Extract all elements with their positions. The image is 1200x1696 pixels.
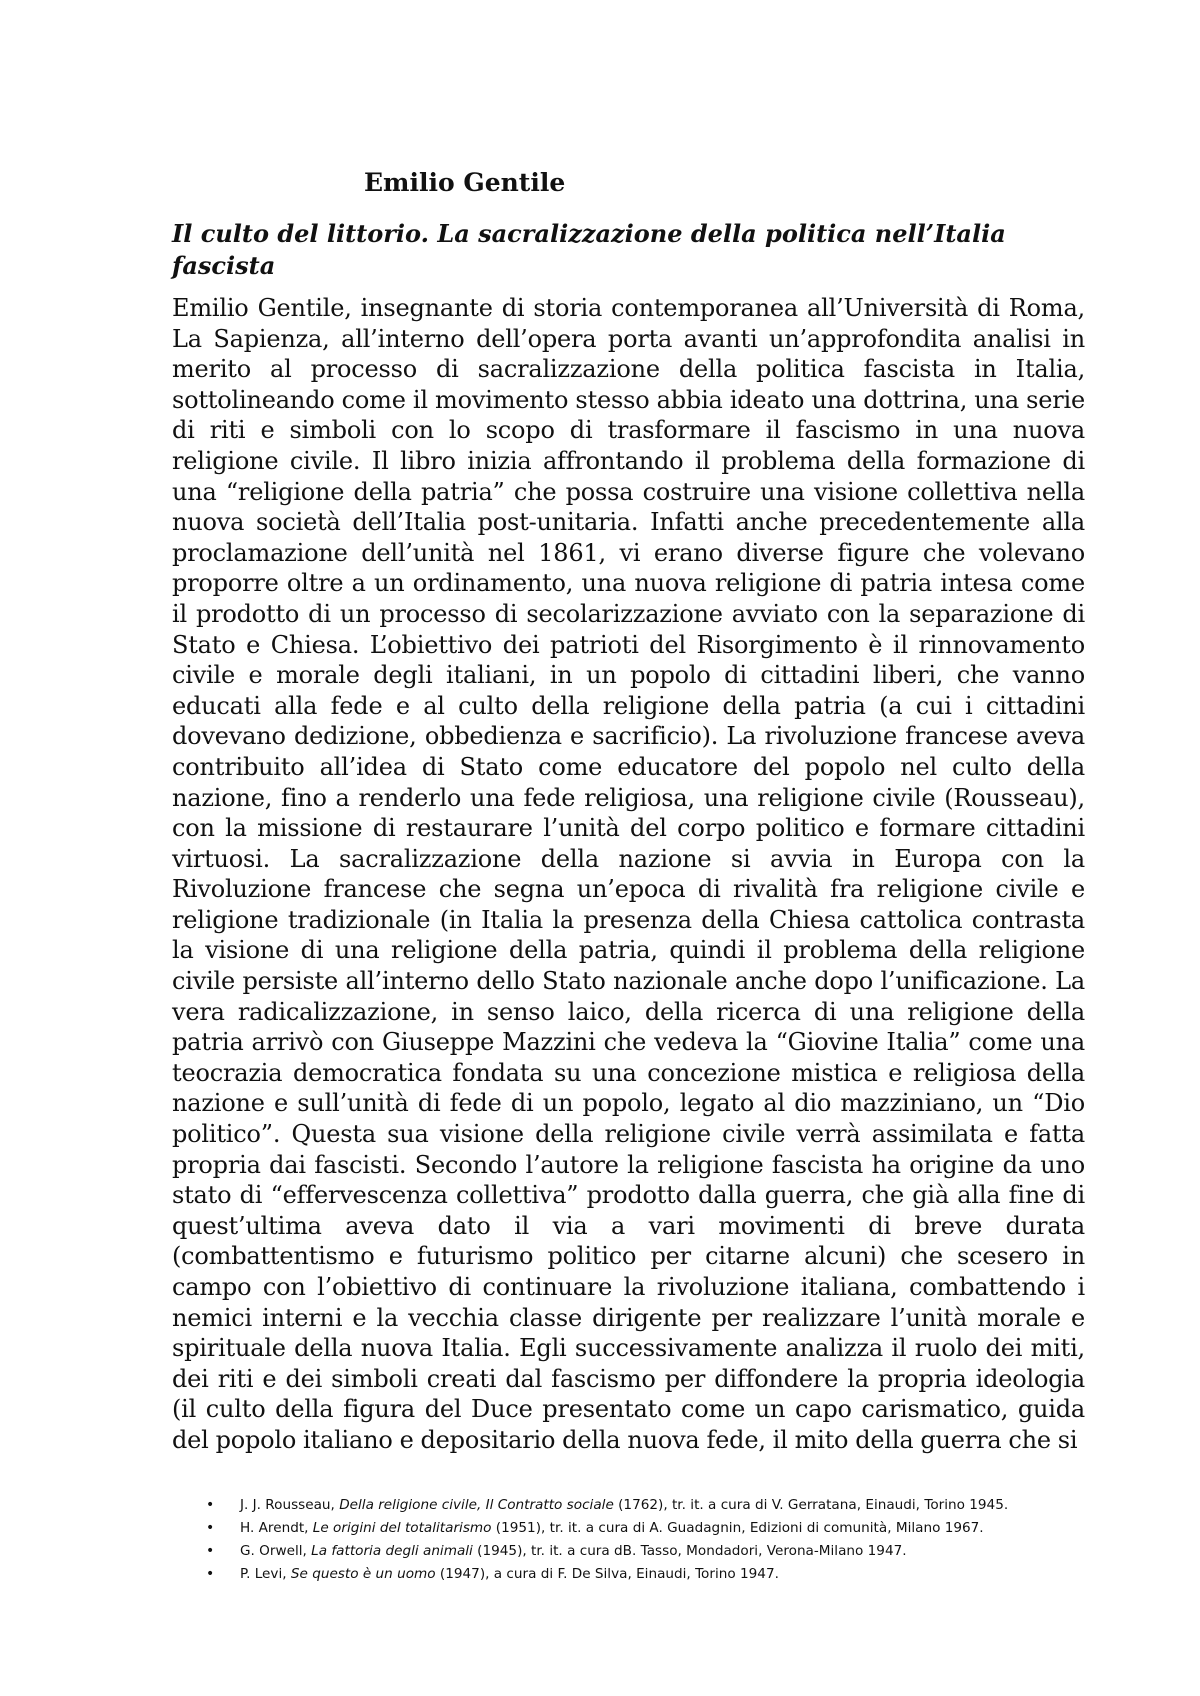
bullet-icon: •	[206, 1566, 215, 1582]
footnotes-list	[206, 1494, 1126, 1586]
footnote-details: (1951), tr. it. a cura di A. Guadagnin, Edizioni di comunità, Milano 1967.	[491, 1520, 984, 1536]
footnote-details: (1947), a cura di F. De Silva, Einaudi, Torino 1947.	[435, 1566, 779, 1582]
bullet-icon: •	[206, 1543, 215, 1559]
footnote-work-title: Della religione civile, Il Contratto sociale	[339, 1497, 614, 1513]
footnote-item	[206, 1540, 1126, 1563]
footnote-author: G. Orwell,	[240, 1543, 312, 1559]
footnote-work-title: Le origini del totalitarismo	[312, 1520, 492, 1536]
footnote-author: P. Levi,	[240, 1566, 291, 1582]
author-name: Emilio Gentile	[364, 168, 566, 197]
footnote-item	[206, 1494, 1126, 1517]
book-title: Il culto del littorio. La sacralizzazione della politica nell’Italia fascista	[172, 219, 1006, 280]
footnote-work-title: Se questo è un uomo	[290, 1566, 436, 1582]
bullet-icon: •	[206, 1497, 215, 1513]
footnote-details: (1762), tr. it. a cura di V. Gerratana, Einaudi, Torino 1945.	[613, 1497, 1009, 1513]
body-paragraph: Emilio Gentile, insegnante di storia contemporanea all’Università di Roma, La Sapienza, all’interno dell’opera porta avanti un’approfondita analisi in merito al processo di sacralizzazione della politica fascista in Italia, sottolineando come il movimento stesso abbia ideato una dottrina, una serie di riti e simboli con lo scopo di trasformare il fascismo in una nuova religione civile. Il libro inizia affrontando il problema della formazione di una “religione della patria” che possa costruire una visione collettiva nella nuova società dell’Italia post-unitaria. Infatti anche precedentemente alla proclamazione dell’unità nel 1861, vi erano diverse figure che volevano proporre oltre a un ordinamento, una nuova religione di patria intesa come il prodotto di un processo di secolarizzazione avviato con la separazione di Stato e Chiesa. L’obiettivo dei patrioti del Risorgimento è il rinnovamento civile e morale degli italiani, in un popolo di cittadini liberi, che vanno educati alla fede e al culto della religione della patria (a cui i cittadini dovevano dedizione, obbedienza e sacrificio). La rivoluzione francese aveva contribuito all’idea di Stato come educatore del popolo nel culto della nazione, fino a renderlo una fede religiosa, una religione civile (Rousseau), con la missione di restaurare l’unità del corpo politico e formare cittadini virtuosi. La sacralizzazione della nazione si avvia in Europa con la Rivoluzione francese che segna un’epoca di rivalità fra religione civile e religione tradizionale (in Italia la presenza della Chiesa cattolica contrasta la visione di una religione della patria, quindi il problema della religione civile persiste all’interno dello Stato nazionale anche dopo l’unificazione. La vera radicalizzazione, in senso laico, della ricerca di una religione della patria arrivò con Giuseppe Mazzini che vedeva la “Giovine Italia” come una teocrazia democratica fondata su una concezione mistica e religiosa della nazione e sull’unità di fede di un popolo, legato al dio mazziniano, un “Dio politico”. Questa sua visione della religione civile verrà assimilata e fatta propria dai fascisti. Secondo l’autore la religione fascista ha origine da uno stato di “effervescenza collettiva” prodotto dalla guerra, che già alla fine di quest’ultima aveva dato il via a vari movimenti di breve durata (combattentismo e futurismo politico per citarne alcuni) che scesero in campo con l’obiettivo di continuare la rivoluzione italiana, combattendo i nemici interni e la vecchia classe dirigente per realizzare l’unità morale e spirituale della nuova Italia. Egli successivamente analizza il ruolo dei miti, dei riti e dei simboli creati dal fascismo per diffondere la propria ideologia (il culto della figura del Duce presentato come un capo carismatico, guida del popolo italiano e depositario della nuova fede, il mito della guerra che si	[172, 294, 1085, 1454]
footnote-author: J. J. Rousseau,	[240, 1497, 340, 1513]
footnote-author: H. Arendt,	[240, 1520, 313, 1536]
footnote-details: (1945), tr. it. a cura dB. Tasso, Mondadori, Verona-Milano 1947.	[472, 1543, 907, 1559]
footnote-item	[206, 1563, 1126, 1586]
bullet-icon: •	[206, 1520, 215, 1536]
footnote-item	[206, 1517, 1126, 1540]
footnote-work-title: La fattoria degli animali	[311, 1543, 473, 1559]
